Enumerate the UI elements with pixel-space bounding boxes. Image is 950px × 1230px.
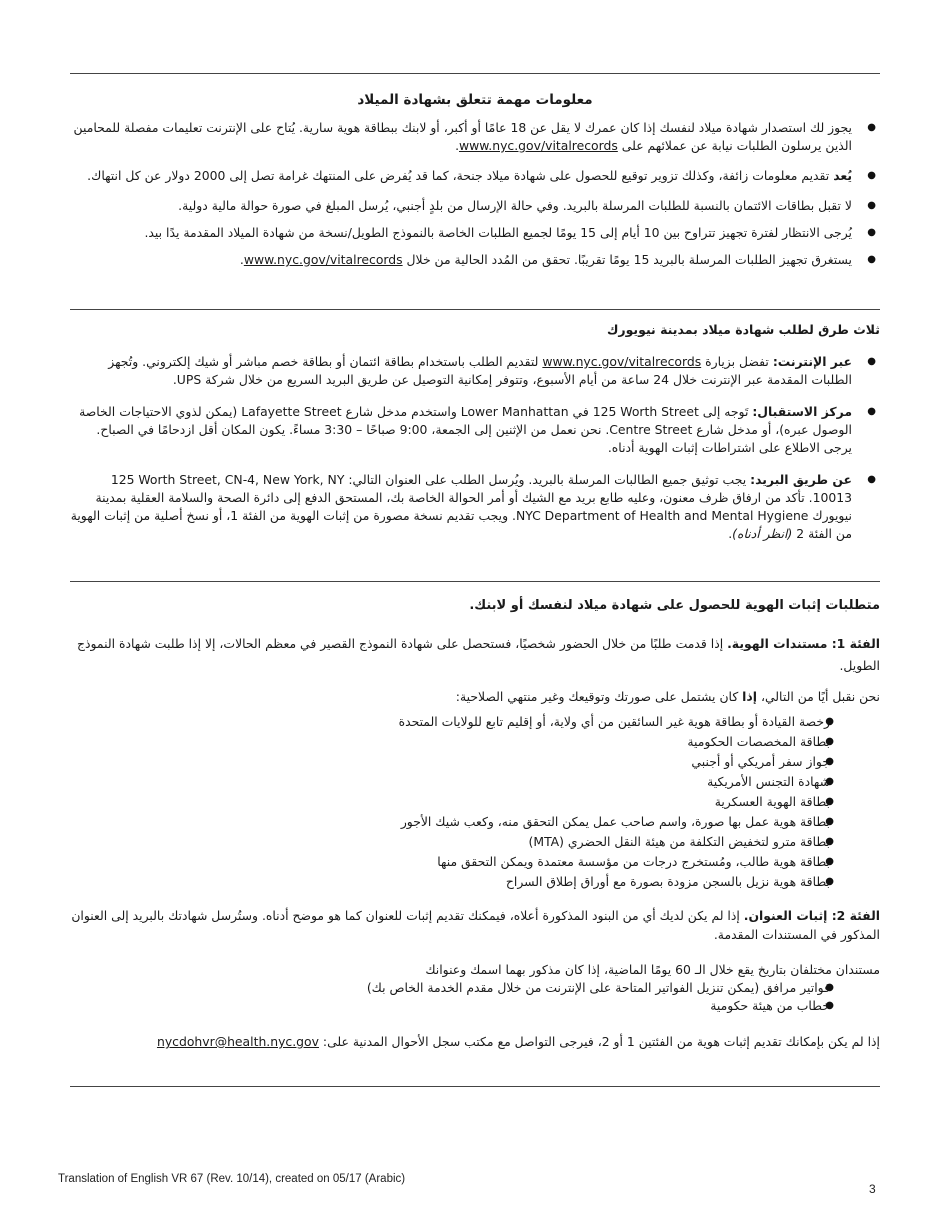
birth-info-list xyxy=(70,119,880,269)
cat1-paragraph xyxy=(70,633,880,677)
address-docs-list xyxy=(70,979,880,1015)
online-label: عبر الإنترنت: xyxy=(772,354,852,369)
list-item xyxy=(70,471,880,543)
list-item: ● بطاقة هوية طالب، ومُستخرج درجات من مؤسسة معتمدة ويمكن التحقق منها xyxy=(70,852,858,872)
accept-paragraph xyxy=(70,687,880,706)
reception-area: Lower Manhattan xyxy=(460,404,569,419)
list-item xyxy=(70,224,880,242)
cat2-paragraph xyxy=(70,906,880,944)
mail-text-3: . ويجب تقديم نسخة مصورة من إثبات الهوية من الفئة 1، أو نسخ أصلية من إثبات الهوية من الفئة 2 xyxy=(70,508,852,541)
list-item: ● فواتير مرافق (يمكن تنزيل الفواتير المتاحة على الإنترنت من خلال مقدم الخدمة الخاص بك) xyxy=(70,979,858,997)
birth-info-section xyxy=(70,92,880,269)
cat1-text: إذا قدمت طلبًا من خلال الحضور شخصيًا، فستحصل على شهادة النموذج القصير في معظم الحالات، إلا إذا طلبت شهادة النموذج الطويل. xyxy=(77,636,880,673)
cat2-text: إذا لم يكن لديك أي من البنود المذكورة أعلاه، فيمكنك تقديم إثبات للعنوان كما هو موضح أدناه. وستُرسل شهادتك بالبريد إلى العنوان المذكور في المستندات المقدمة. xyxy=(71,908,880,942)
reception-label: مركز الاستقبال: xyxy=(752,404,852,419)
list-item: ● خطاب من هيئة حكومية xyxy=(70,997,858,1015)
online-pre: تفضل بزيارة xyxy=(701,354,773,369)
list-item: ● يستغرق تجهيز الطلبات المرسلة بالبريد 15 يومًا تقريبًا. تحقق من المُدد الحالية من خلال www.nyc.gov/vitalrecords. xyxy=(70,251,880,269)
birth-info-bullet3: لا تقبل بطاقات الائتمان بالنسبة للطلبات المرسلة بالبريد. وفي حالة الإرسال من بلدٍ أجنبي، يُرسل المبلغ في صورة حوالة مالية دولية. xyxy=(178,198,852,213)
reception-street-1: Lafayette Street xyxy=(241,404,342,419)
birth-info-bullet5-text: يستغرق تجهيز الطلبات المرسلة بالبريد 15 يومًا تقريبًا. تحقق من المُدد الحالية من خلال xyxy=(402,252,852,267)
contact-email-link[interactable]: nycdohvr@health.nyc.gov xyxy=(156,1034,319,1049)
birth-info-title: معلومات مهمة تتعلق بشهادة الميلاد xyxy=(357,92,593,108)
accept-bold: إذا xyxy=(742,689,758,704)
reception-text-2: في xyxy=(568,404,593,419)
divider-2 xyxy=(70,309,880,310)
reception-text-5: . نحن نعمل من الإثنين إلى الجمعة، 9:00 صباحًا – 3:30 مساءً. يكون المكان أقل ازدحامًا في الصباح. يرجى الاطلاع على اشتراطات إثبات الهوية أدناه. xyxy=(96,422,852,455)
reception-street-2: Centre Street xyxy=(609,422,693,437)
mail-label: عن طريق البريد: xyxy=(750,472,852,487)
reception-text-4: (يمكن لذوي الاحتياجات الخاصة الوصول عبره)، أو مدخل شارع xyxy=(79,404,852,437)
birth-info-bullet2-lead: يُعد xyxy=(833,168,852,183)
mail-text-4: . xyxy=(728,526,733,541)
divider-bottom xyxy=(70,1086,880,1087)
reception-text-1: تَوجه إلى xyxy=(698,404,753,419)
accept-post: كان يشتمل على صورتك وتوقيعك وغير منتهي الصلاحية: xyxy=(455,689,743,704)
reception-text-3: واستخدم مدخل شارع xyxy=(341,404,461,419)
list-item xyxy=(70,167,880,185)
birth-info-bullet1-text: يجوز لك استصدار شهادة ميلاد لنفسك إذا كان عمرك لا يقل عن 18 عامًا أو أكبر، أو لابنك ببطاقة هوية سارية. يُتاح على الإنترنت تعليمات مفصلة للمحامين الذين يرسلون الطلبات نيابة عن عملائهم على xyxy=(73,120,852,153)
divider-3 xyxy=(70,581,880,582)
list-item: ● بطاقة هوية عمل بها صورة، واسم صاحب عمل يمكن التحقق منه، وكعب شيك الأجور xyxy=(70,812,858,832)
contact-paragraph xyxy=(70,1032,880,1051)
list-item xyxy=(70,197,880,215)
vitalrecords-link[interactable]: www.nyc.gov/vitalrecords xyxy=(459,138,618,153)
list-item: ● بطاقة هوية نزيل بالسجن مزودة بصورة مع أوراق إطلاق السراح xyxy=(70,872,858,892)
id-documents-list xyxy=(70,712,880,892)
ways-section xyxy=(70,322,880,543)
footer-text: Translation of English VR 67 (Rev. 10/14), created on 05/17 (Arabic) xyxy=(58,1173,406,1185)
mail-department: NYC Department of Health and Mental Hygiene xyxy=(515,508,809,523)
cat2-label: الفئة 2: إثبات العنوان. xyxy=(743,908,880,923)
ways-list xyxy=(70,353,880,543)
birth-info-bullet2-text: تقديم معلومات زائفة، وكذلك تزوير توقيع للحصول على شهادة ميلاد جنحة، كما قد يُفرض على المنتهك غرامة تصل إلى 2000 دولار عن كل انتهاك. xyxy=(87,168,834,183)
docs-intro: مستندان مختلفان بتاريخ يقع خلال الـ 60 يومًا الماضية، إذا كان مذكور بهما اسمك وعنوانك xyxy=(425,962,880,977)
mail-address: 125 Worth Street, CN-4, New York, NY 10013 xyxy=(110,472,852,505)
contact-text: إذا لم يكن بإمكانك تقديم إثبات هوية من الفئتين 1 أو 2، فيرجى التواصل مع مكتب سجل الأحوال المدنية على: xyxy=(318,1034,880,1049)
online-post: لتقديم الطلب باستخدام بطاقة ائتمان أو بطاقة خصم مباشر أو شيك إلكتروني. وتُجهز الطلبات المقدمة عبر الإنترنت خلال 24 ساعة من أيام الأسبوع، وتتوفر إمكانية التوصيل عن طريق البريد السريع من خلال شركة UPS. xyxy=(108,354,852,387)
page xyxy=(70,0,880,1230)
list-item xyxy=(70,403,880,457)
cat1-label: الفئة 1: مستندات الهوية. xyxy=(727,636,880,651)
id-section xyxy=(70,598,880,1051)
page-number: 3 xyxy=(869,1182,876,1196)
list-item: ● شهادة التجنس الأمريكية xyxy=(70,772,858,792)
divider-top xyxy=(70,73,880,74)
online-link[interactable]: www.nyc.gov/vitalrecords xyxy=(542,354,702,369)
list-item: ● يجوز لك استصدار شهادة ميلاد لنفسك إذا كان عمرك لا يقل عن 18 عامًا أو أكبر، أو لابنك ببطاقة هوية سارية. يُتاح على الإنترنت تعليمات مفصلة للمحامين الذين يرسلون الطلبات نيابة عن عملائهم على www.nyc.gov/vitalrecords. xyxy=(70,119,880,155)
ways-title: ثلاث طرق لطلب شهادة ميلاد بمدينة نيويورك xyxy=(606,322,880,337)
list-item: ● رخصة القيادة أو بطاقة هوية غير السائقين من أي ولاية، أو إقليم تابع للولايات المتحدة xyxy=(70,712,858,732)
mail-see-below: (انظر أدناه) xyxy=(732,526,793,541)
list-item: ● بطاقة مترو لتخفيض التكلفة من هيئة النقل الحضري (MTA) xyxy=(70,832,858,852)
list-item: ● جواز سفر أمريكي أو أجنبي xyxy=(70,752,858,772)
vitalrecords-link-2[interactable]: www.nyc.gov/vitalrecords xyxy=(243,252,403,267)
mail-text-1: يجب توثيق جميع الطالبات المرسلة بالبريد. ويُرسل الطلب على العنوان التالي: xyxy=(344,472,751,487)
birth-info-bullet4: يُرجى الانتظار لفترة تجهيز تتراوح بين 10 أيام إلى 15 يومًا لجميع الطلبات الخاصة بالنموذج الطويل/نسخة من شهادة الميلاد المقدمة يدًا بيد. xyxy=(144,225,852,240)
list-item xyxy=(70,353,880,389)
list-item: ● بطاقة الهوية العسكرية xyxy=(70,792,858,812)
list-item: ● بطاقة المخصصات الحكومية xyxy=(70,732,858,752)
accept-pre: نحن نقبل أيًا من التالي، xyxy=(757,689,880,704)
mail-text-2: . تأكد من ارفاق ظرف معنون، وعليه طابع بريد مع الشيك أو أمر الحوالة الخاصة بك، المستحق الدفع إلى دائرة الصحة والسلامة العقلية بمدينة نيويورك xyxy=(95,490,852,523)
id-title: متطلبات إثبات الهوية للحصول على شهادة ميلاد لنفسك أو لابنك. xyxy=(469,598,880,613)
reception-address: 125 Worth Street xyxy=(592,404,699,419)
